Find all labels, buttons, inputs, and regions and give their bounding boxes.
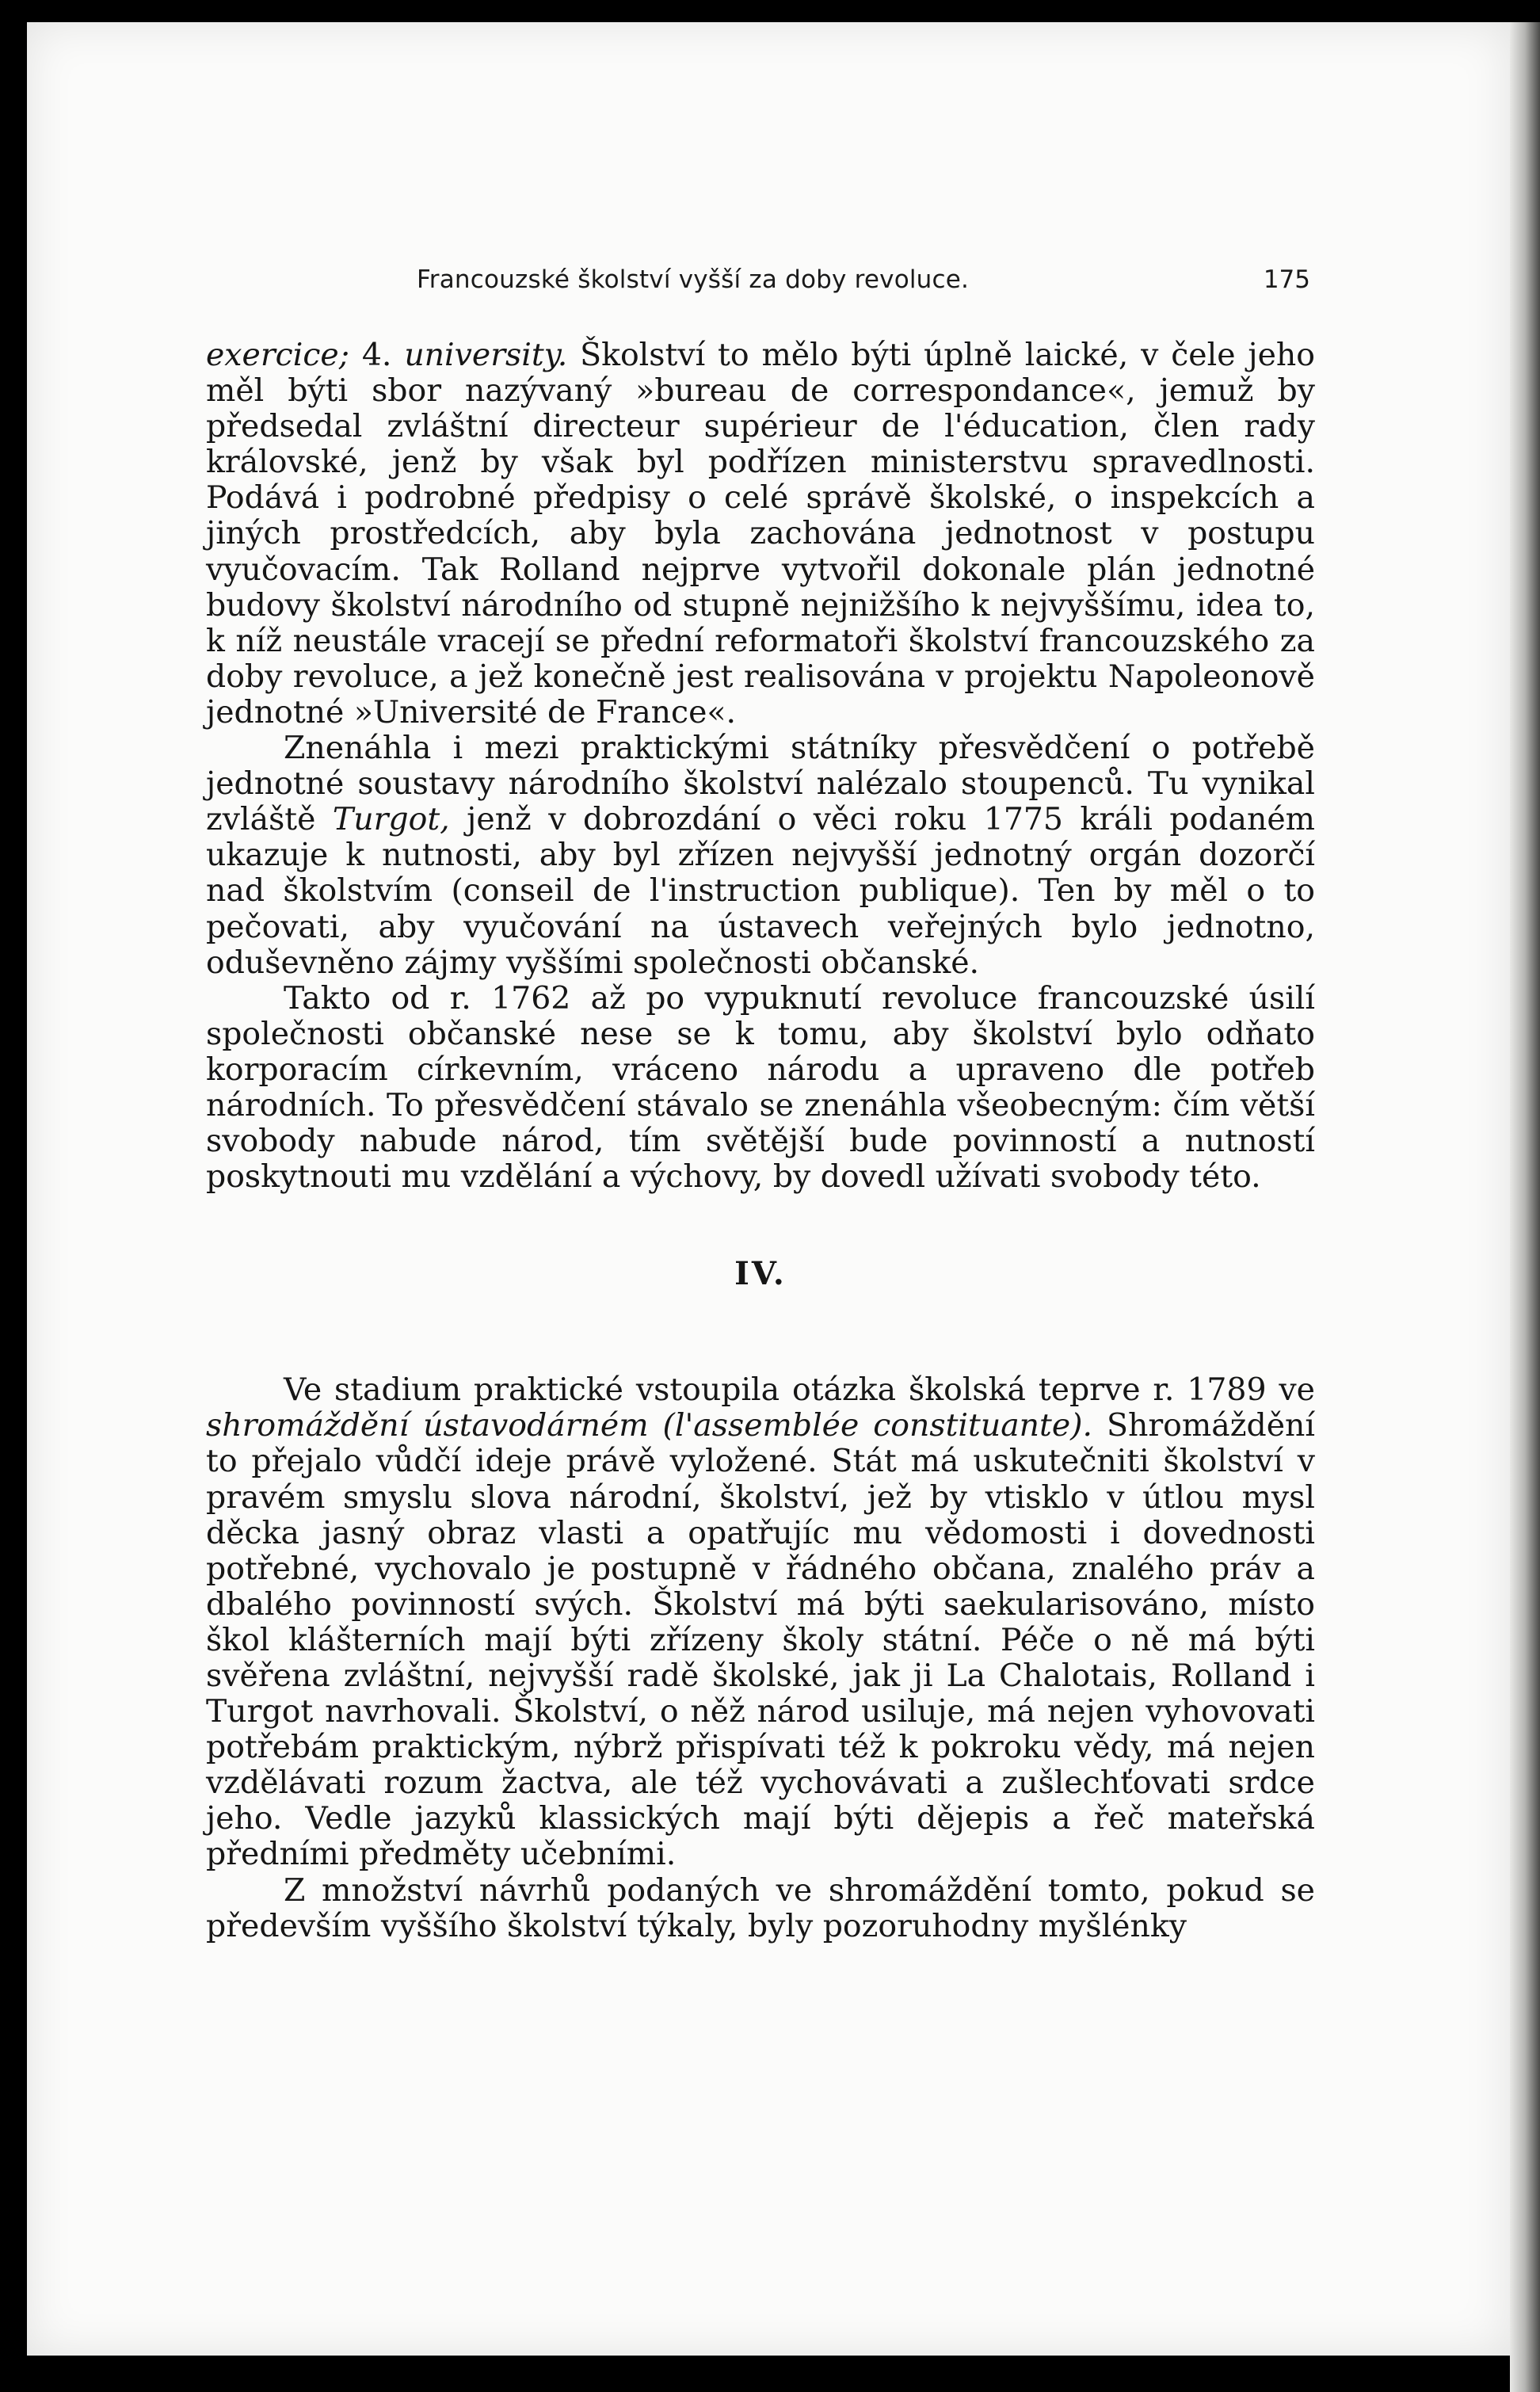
book-page [27, 22, 1510, 2356]
paragraph-3: Takto od r. 1762 až po vypuknutí revoluce francouzské úsilí společnosti občanské nese se k tomu, aby školství bylo odňato korporacím církevním, vráceno národu a upraveno dle potřeb národních. To přesvědčení stávalo se znenáhla všeobecným: čím větší svobody nabude národ, tím světější bude povinností a nutností poskytnouti mu vzdělání a výchovy, by dovedl užívati svobody této. [206, 979, 1315, 1196]
italic-term: shromáždění ústavodárném (l'assemblée constituante). [206, 1407, 1093, 1444]
text-span: Znenáhla i mezi praktickými státníky přesvědčení o potřebě jednotné soustavy národního školství nalézalo stoupenců. Tu vynikal zvláště [206, 730, 1315, 838]
section-heading: IV. [734, 1255, 787, 1293]
paragraph-5: Z množství návrhů podaných ve shromáždění tomto, pokud se především vyššího školství týkaly, byly pozoruhodny myšlénky [206, 1871, 1315, 1944]
italic-term: university. [404, 337, 568, 373]
running-header [417, 265, 1310, 297]
text-span: 4. [349, 337, 405, 373]
text-span: Ve stadium praktické vstoupila otázka školská teprve r. 1789 ve [284, 1371, 1315, 1409]
text-span: Školství to mělo býti úplně laické, v čele jeho měl býti sbor nazývaný »bureau de correspondance«, jemuž by předsedal zvláštní directeur supérieur de l'éducation, člen rady královské, jenž by však byl podřízen ministerstvu spravedlnosti. Podává i podrobné předpisy o celé správě školské, o inspekcích a jiných prostředcích, aby byla zachována jednotnost v postupu vyučovacím. Tak Rolland nejprve vytvořil dokonale plán jednotné budovy školství národního od stupně nejnižšího k nejvyššímu, idea to, k níž neustále vracejí se přední reformatoři školství francouzského za doby revoluce, a jež konečně jest realisována v projektu Napoleonově jednotné »Université de France«. [206, 337, 1315, 731]
paragraph-2 [206, 731, 1315, 981]
text-span: Shromáždění to přejalo vůdčí ideje právě vyložené. Stát má uskutečniti školství v pravém smyslu slova národní, školství, jež by vtisklo v útlou mysl děcka jasný obraz vlasti a opatřujíc mu vědomosti i dovednosti potřebné, vychovalo je postupně v řádného občana, znalého práv a dbalého povinností svých. Školství má býti saekularisováno, místo škol klášterních mají býti zřízeny školy státní. Péče o ně má býti svěřena zvláštní, nejvyšší radě školské, jak ji La Chalotais, Rolland i Turgot navrhovali. Školství, o něž národ usiluje, má nejen vyhovovati potřebám praktickým, nýbrž přispívati též k pokroku vědy, má nejen vzdělávati rozum žactva, ale též vychovávati a zušlechťovati srdce jeho. Vedle jazyků klassických mají býti dějepis a řeč mateřská předními předměty učebními. [206, 1407, 1315, 1873]
running-title: Francouzské školství vyšší za doby revoluce. [417, 265, 970, 294]
paragraph-1 [206, 338, 1315, 731]
body-text [206, 338, 1315, 1944]
text-span: jenž v dobrozdání o věci roku 1775 králi podaném ukazuje k nutnosti, aby byl zřízen nejvyšší jednotný orgán dozorčí nad školstvím (conseil de l'instruction publique). Ten by měl o to pečovati, aby vyučování na ústavech veřejných bylo jednotno, oduševněno zájmy vyššími společnosti občanské. [206, 801, 1315, 981]
paragraph-4 [206, 1372, 1315, 1872]
italic-term: exercice; [206, 337, 349, 373]
page-number: 175 [1263, 265, 1310, 294]
page-gutter-shadow [1510, 22, 1540, 2392]
italic-name: Turgot, [332, 801, 450, 838]
